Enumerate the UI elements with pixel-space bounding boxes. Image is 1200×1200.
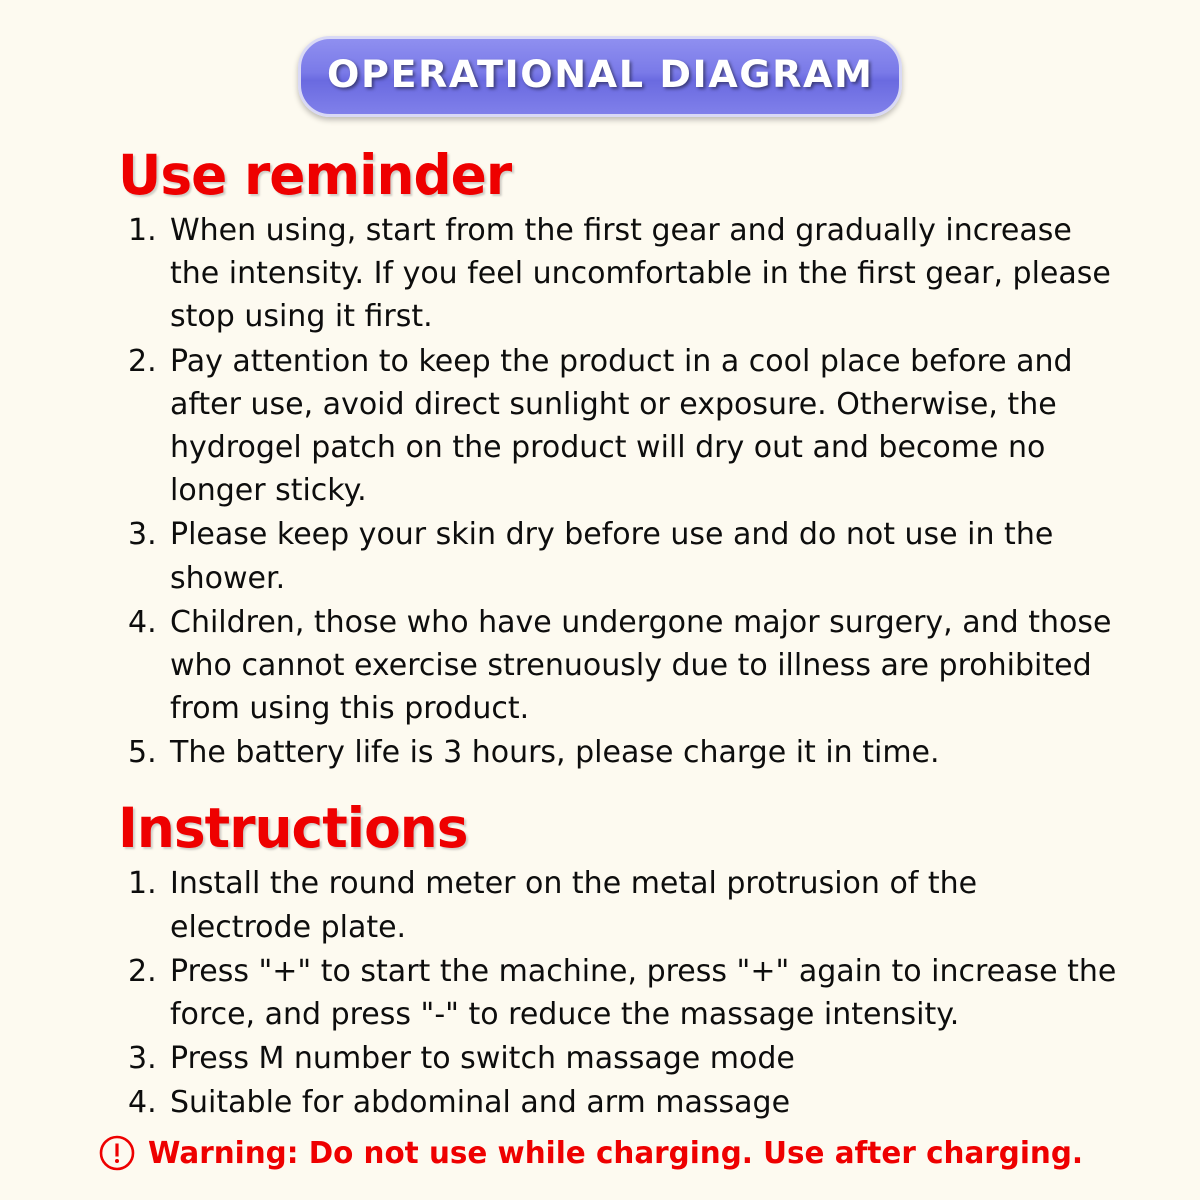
list-item-text: Install the round meter on the metal protrusion of the electrode plate.	[170, 866, 978, 945]
warning-text: Warning: Do not use while charging. Use after charging.	[147, 1135, 1083, 1171]
list-item-number: 3.	[128, 517, 157, 553]
list-item	[128, 209, 1120, 339]
list-item	[128, 601, 1120, 731]
list-item-number: 4.	[128, 604, 157, 640]
header-badge-container	[0, 0, 1200, 117]
list-item	[128, 340, 1120, 513]
list-item-number: 5.	[128, 735, 157, 771]
instructions-list	[0, 862, 1200, 1124]
list-item	[128, 1037, 1120, 1080]
list-item	[128, 1081, 1120, 1124]
operational-diagram-badge	[298, 36, 903, 117]
operational-diagram-badge-label: OPERATIONAL DIAGRAM	[326, 53, 874, 96]
list-item-text: Press M number to switch massage mode	[170, 1041, 795, 1077]
warning-banner	[0, 1134, 1200, 1172]
list-item-number: 3.	[128, 1041, 157, 1077]
list-item	[128, 862, 1120, 948]
list-item-text: Pay attention to keep the product in a cool place before and after use, avoid direct sunlight or exposure. Otherwise, the hydrogel patch on the product will dry out and become no longer sticky.	[170, 343, 1073, 509]
list-item-number: 1.	[128, 866, 157, 902]
use-reminder-heading: Use reminder	[118, 143, 512, 207]
list-item-number: 2.	[128, 953, 157, 989]
list-item	[128, 513, 1120, 599]
list-item-text: Children, those who have undergone major surgery, and those who cannot exercise strenuously due to illness are prohibited from using this product.	[170, 604, 1112, 727]
list-item-text: The battery life is 3 hours, please charge it in time.	[170, 735, 940, 771]
list-item-text: Please keep your skin dry before use and do not use in the shower.	[170, 517, 1054, 596]
list-item-text: When using, start from the first gear and gradually increase the intensity. If you feel uncomfortable in the first gear, please stop using it first.	[170, 213, 1111, 335]
exclamation-circle-icon	[98, 1134, 136, 1172]
use-reminder-list	[0, 209, 1200, 774]
list-item	[128, 950, 1120, 1036]
instructions-heading: Instructions	[118, 796, 468, 861]
list-item-number: 1.	[128, 213, 157, 248]
list-item-text: Press "+" to start the machine, press "+" again to increase the force, and press "-" to reduce the massage intensity.	[170, 953, 1117, 1032]
list-item	[128, 731, 1120, 774]
list-item-number: 4.	[128, 1085, 157, 1121]
list-item-number: 2.	[128, 343, 157, 379]
list-item-text: Suitable for abdominal and arm massage	[170, 1085, 791, 1121]
